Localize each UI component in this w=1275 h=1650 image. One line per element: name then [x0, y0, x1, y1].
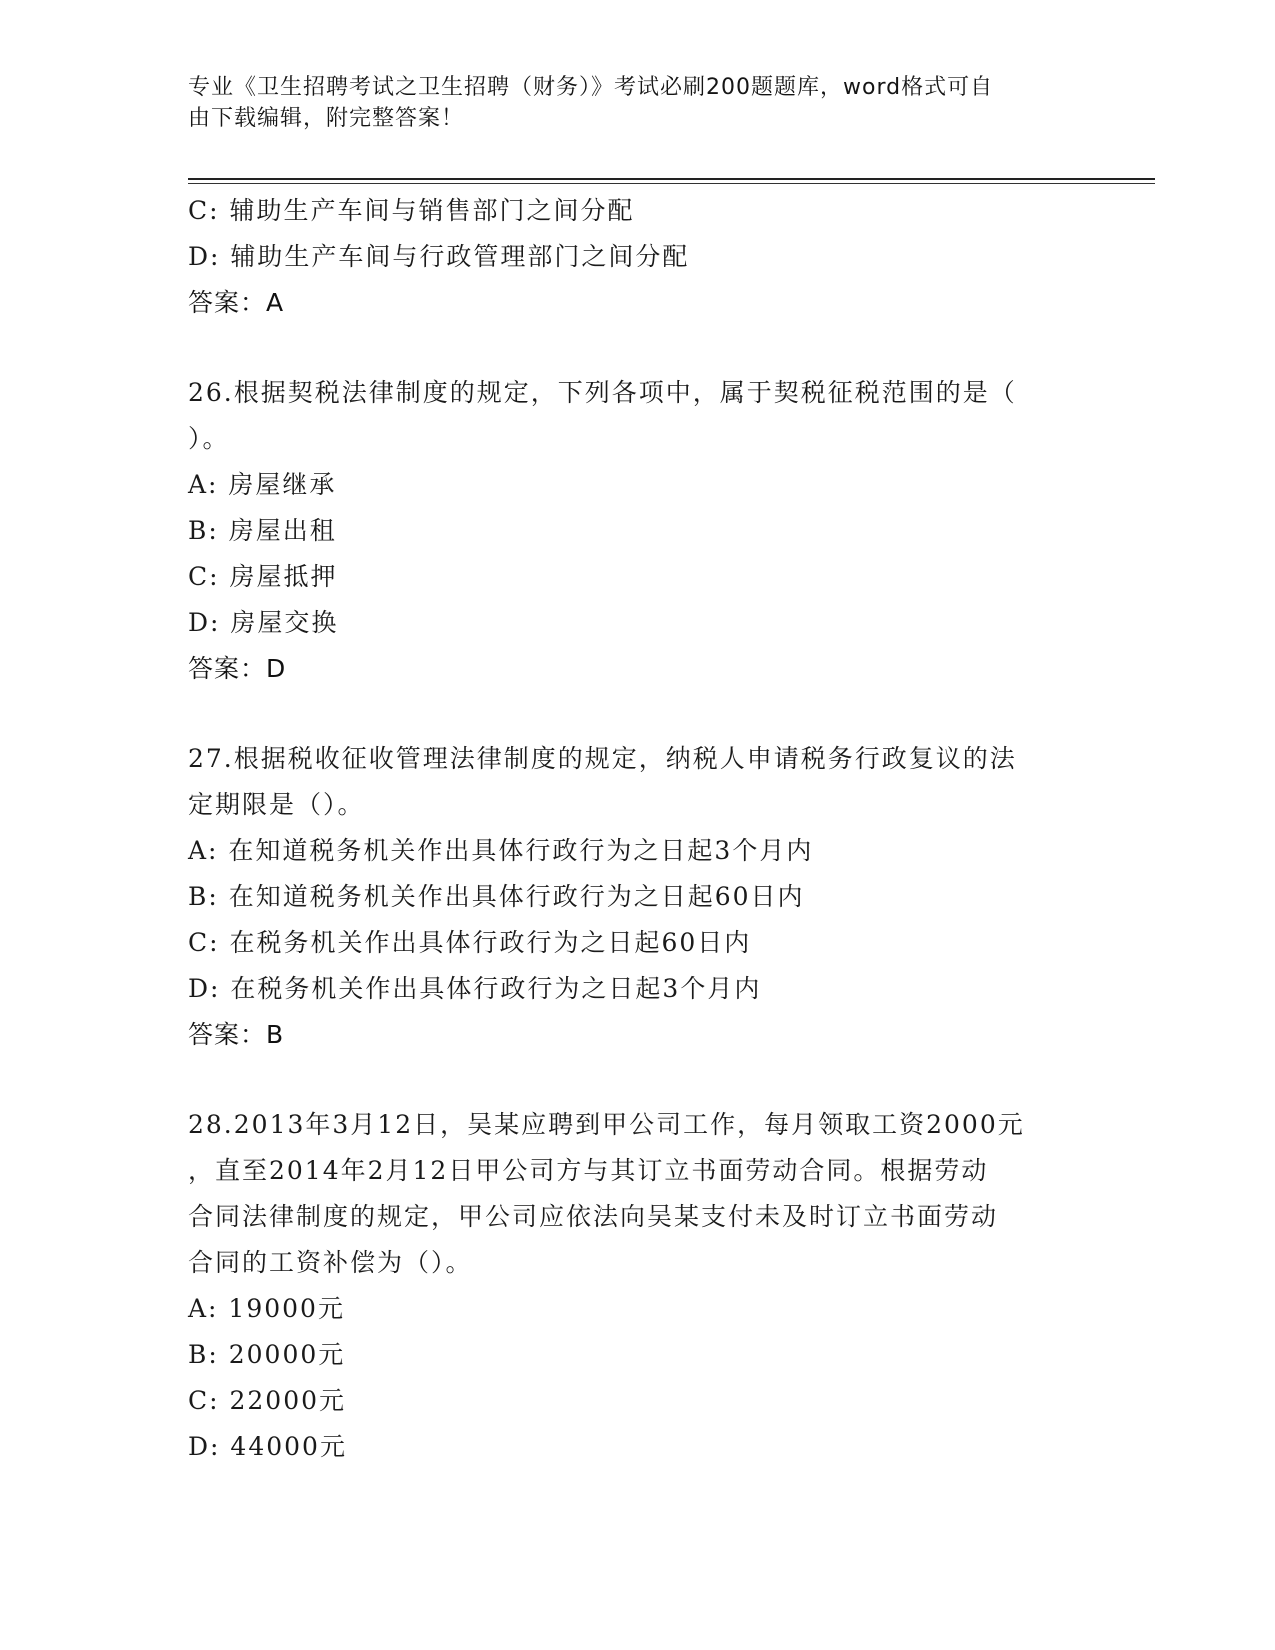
header-line-2: 由下载编辑，附完整答案！ — [188, 106, 465, 131]
header-line-1: 专业《卫生招聘考试之卫生招聘（财务）》考试必刷200题题库，word格式可自 — [188, 75, 994, 100]
option-b: B: 20000元 — [188, 1340, 346, 1369]
option-d: D: 辅助生产车间与行政管理部门之间分配 — [188, 242, 690, 271]
header-divider-thin — [188, 183, 1155, 184]
question-stem: 合同的工资补偿为（）。 — [188, 1248, 473, 1277]
option-b: B: 房屋出租 — [188, 516, 337, 545]
question-content — [188, 188, 1088, 1470]
question-25-tail — [188, 188, 1088, 326]
question-stem: 26.根据契税法律制度的规定，下列各项中，属于契税征税范围的是（ — [188, 378, 1017, 407]
question-stem: 定期限是（）。 — [188, 790, 365, 819]
option-d: D: 在税务机关作出具体行政行为之日起3个月内 — [188, 974, 762, 1003]
question-26 — [188, 370, 1088, 692]
spacer — [188, 1058, 1088, 1102]
question-stem: 合同法律制度的规定，甲公司应依法向吴某支付未及时订立书面劳动 — [188, 1202, 999, 1231]
option-d: D: 44000元 — [188, 1432, 347, 1461]
option-b: B: 在知道税务机关作出具体行政行为之日起60日内 — [188, 882, 805, 911]
option-a: A: 19000元 — [188, 1294, 345, 1323]
spacer — [188, 326, 1088, 370]
option-a: A: 房屋继承 — [188, 470, 337, 499]
option-a: A: 在知道税务机关作出具体行政行为之日起3个月内 — [188, 836, 814, 865]
answer: 答案：D — [188, 654, 287, 683]
answer: 答案：A — [188, 288, 285, 317]
option-c: C: 辅助生产车间与销售部门之间分配 — [188, 196, 635, 225]
header-divider-thick — [188, 178, 1155, 180]
answer: 答案：B — [188, 1020, 285, 1049]
question-stem: ）。 — [188, 424, 230, 453]
document-header — [188, 72, 1068, 134]
question-stem: ，直至2014年2月12日甲公司方与其订立书面劳动合同。根据劳动 — [188, 1156, 989, 1185]
option-c: C: 在税务机关作出具体行政行为之日起60日内 — [188, 928, 752, 957]
question-28 — [188, 1102, 1088, 1470]
spacer — [188, 692, 1088, 736]
option-d: D: 房屋交换 — [188, 608, 339, 637]
option-c: C: 22000元 — [188, 1386, 347, 1415]
question-27 — [188, 736, 1088, 1058]
option-c: C: 房屋抵押 — [188, 562, 338, 591]
question-stem: 28.2013年3月12日，吴某应聘到甲公司工作，每月领取工资2000元 — [188, 1110, 1025, 1139]
question-stem: 27.根据税收征收管理法律制度的规定，纳税人申请税务行政复议的法 — [188, 744, 1017, 773]
